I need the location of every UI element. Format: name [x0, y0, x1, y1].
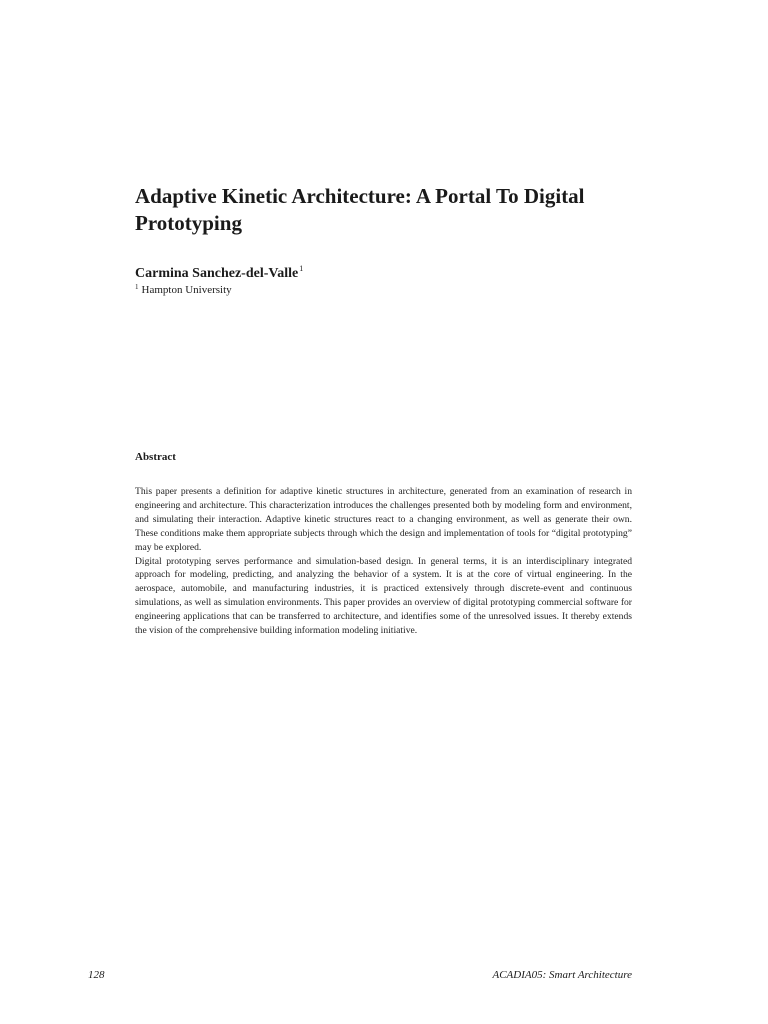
page-number: 128 — [88, 969, 105, 981]
abstract-heading: Abstract — [135, 451, 176, 463]
abstract-paragraph: Digital prototyping serves performance and simulation-based design. In general terms, it is an interdisciplinary integrated approach for modeling, predicting, and analyzing the behavior of a system. It is at the core of virtual engineering. In the aerospace, automobile, and manufacturing industries, it is practiced extensively through discrete-event and continuous simulations, as well as simulation environments. This paper provides an overview of digital prototyping commercial software for engineering applications that can be transferred to architecture, and identifies some of the unresolved issues. It thereby extends the vision of the comprehensive building information modeling initiative. — [135, 555, 632, 637]
author-name: Carmina Sanchez-del-Valle — [135, 266, 299, 281]
paper-title: Adaptive Kinetic Architecture: A Portal To Digital Prototyping — [135, 184, 585, 235]
author-superscript: 1 — [299, 264, 304, 273]
affiliation-superscript: 1 — [135, 283, 139, 291]
affiliation-line — [135, 280, 232, 297]
running-title: ACADIA05: Smart Architecture — [492, 969, 632, 981]
abstract-body — [135, 485, 632, 638]
affiliation-name: Hampton University — [141, 284, 232, 296]
abstract-paragraph: This paper presents a definition for adaptive kinetic structures in architecture, generated from an examination of research in engineering and architecture. This characterization introduces the challenges presented both by modeling form and environment, and simulating their interaction. Adaptive kinetic structures react to a changing environment, as well as generate their own. These conditions make them appropriate subjects through which the design and implementation of tools for “digital prototyping” may be explored. — [135, 486, 632, 553]
